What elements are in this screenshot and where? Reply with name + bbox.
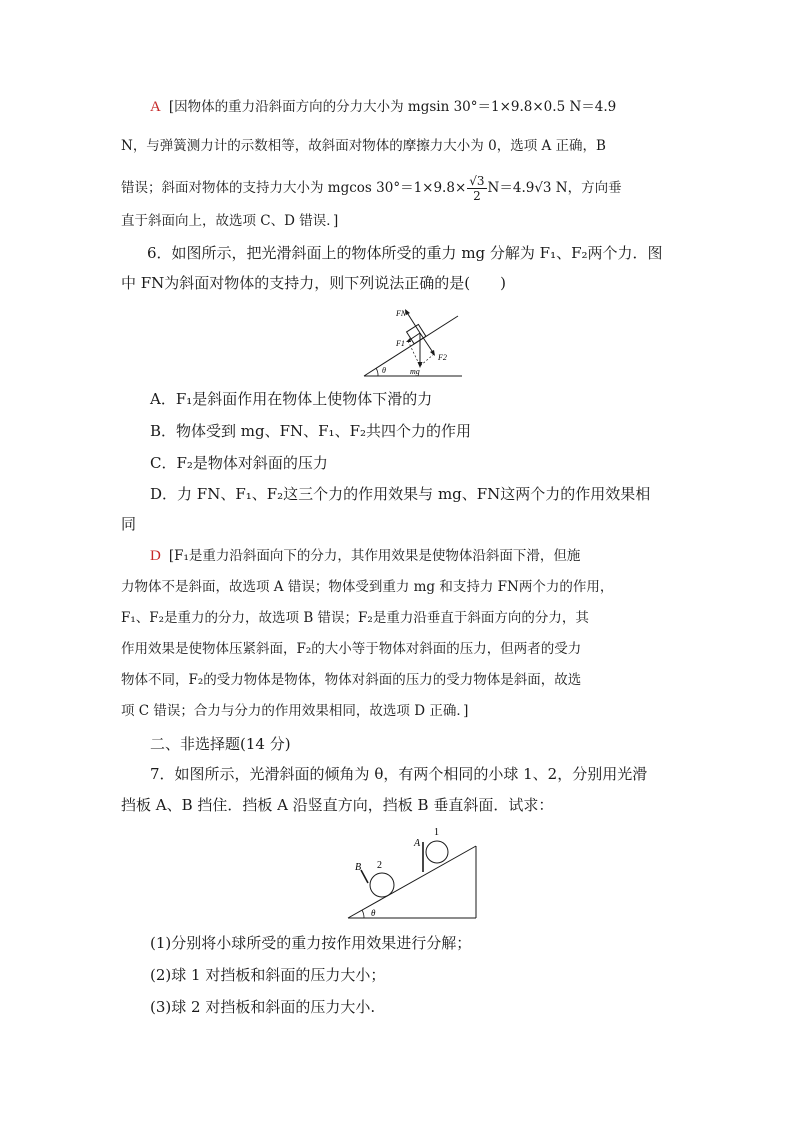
ball-2 <box>370 873 394 897</box>
q5-solution-line-2: N，与弹簧测力计的示数相等，故斜面对物体的摩擦力大小为 0，选项 A 正确，B <box>121 138 606 154</box>
q6-solution-line-2: 力物体不是斜面，故选项 A 错误；物体受到重力 mg 和支持力 FN两个力的作用， <box>121 579 614 595</box>
q6-stem-line-2: 中 FN为斜面对物体的支持力，则下列说法正确的是( ) <box>121 274 507 292</box>
angle-arc <box>376 368 378 376</box>
q6-solution-line-3: F₁、F₂是重力的分力，故选项 B 错误；F₂是重力沿垂直于斜面方向的分力，其 <box>121 610 589 626</box>
label-theta: θ <box>382 366 386 375</box>
q7-incline-figure <box>342 824 482 924</box>
answer-letter: A <box>150 99 161 115</box>
answer-letter: D <box>150 548 161 564</box>
label-f1: F1 <box>396 339 405 348</box>
q6-solution-line-5: 物体不同，F₂的受力物体是物体，物体对斜面的压力的受力物体是斜面，故选 <box>121 672 582 688</box>
q6-option-a: A．F₁是斜面作用在物体上使物体下滑的力 <box>150 390 433 408</box>
label-fn: FN <box>396 309 407 318</box>
label-board-a: A <box>414 838 421 849</box>
q6-solution-line-6: 项 C 错误；合力与分力的作用效果相同，故选项 D 正确．] <box>121 703 469 719</box>
q6-stem-line-1: 6．如图所示，把光滑斜面上的物体所受的重力 mg 分解为 F₁、F₂两个力．图 <box>147 244 663 262</box>
q5-solution-line-4: 直于斜面向上，故选项 C、D 错误．] <box>121 213 339 229</box>
fraction-sqrt3-over-2: $\frac{√3}{2}$ <box>469 174 485 203</box>
board-b <box>361 870 368 883</box>
q7-part-1: (1)分别将小球所受的重力按作用效果进行分解； <box>150 934 472 952</box>
q5-solution-line-3: 错误；斜面对物体的支持力大小为 mgcos 30°＝1×9.8× $\frac{√3}{2}$ N＝4.9√3 N，方向垂 <box>121 174 622 203</box>
label-board-b: B <box>355 862 362 873</box>
q7-stem-line-2: 挡板 A、B 挡住．挡板 A 沿竖直方向，挡板 B 垂直斜面．试求： <box>121 796 554 814</box>
q7-stem-line-1: 7．如图所示，光滑斜面的倾角为 θ，有两个相同的小球 1、2，分别用光滑 <box>150 765 648 783</box>
label-mg: mg <box>410 367 420 376</box>
q5-solution-line-1: A [因物体的重力沿斜面方向的分力大小为 mgsin 30°＝1×9.8×0.5 N＝4.9 <box>150 99 617 115</box>
q6-option-d: D．力 FN、F₁、F₂这三个力的作用效果与 mg、FN这两个力的作用效果相 <box>150 485 651 503</box>
q7-part-2: (2)球 1 对挡板和斜面的压力大小； <box>150 966 386 984</box>
ball-1 <box>426 841 448 863</box>
q6-incline-figure <box>358 302 468 384</box>
q6-solution-line-4: 作用效果是使物体压紧斜面，F₂的大小等于物体对斜面的压力，但两者的受力 <box>121 641 582 657</box>
q6-option-d-cont: 同 <box>121 515 137 533</box>
q6-option-c: C．F₂是物体对斜面的压力 <box>150 454 328 472</box>
label-ball-2: 2 <box>377 860 382 871</box>
q6-solution-line-1: D [F₁是重力沿斜面向下的分力，其作用效果是使物体沿斜面下滑，但施 <box>150 548 581 564</box>
label-f2: F2 <box>438 353 447 362</box>
label-theta: θ <box>371 908 376 918</box>
section-title: 二、非选择题(14 分) <box>150 735 291 753</box>
q6-option-b: B．物体受到 mg、FN、F₁、F₂共四个力的作用 <box>150 422 471 440</box>
q7-part-3: (3)球 2 对挡板和斜面的压力大小. <box>150 998 376 1016</box>
angle-arc <box>362 910 364 918</box>
dashed-line-2 <box>420 354 434 366</box>
label-ball-1: 1 <box>434 827 439 838</box>
